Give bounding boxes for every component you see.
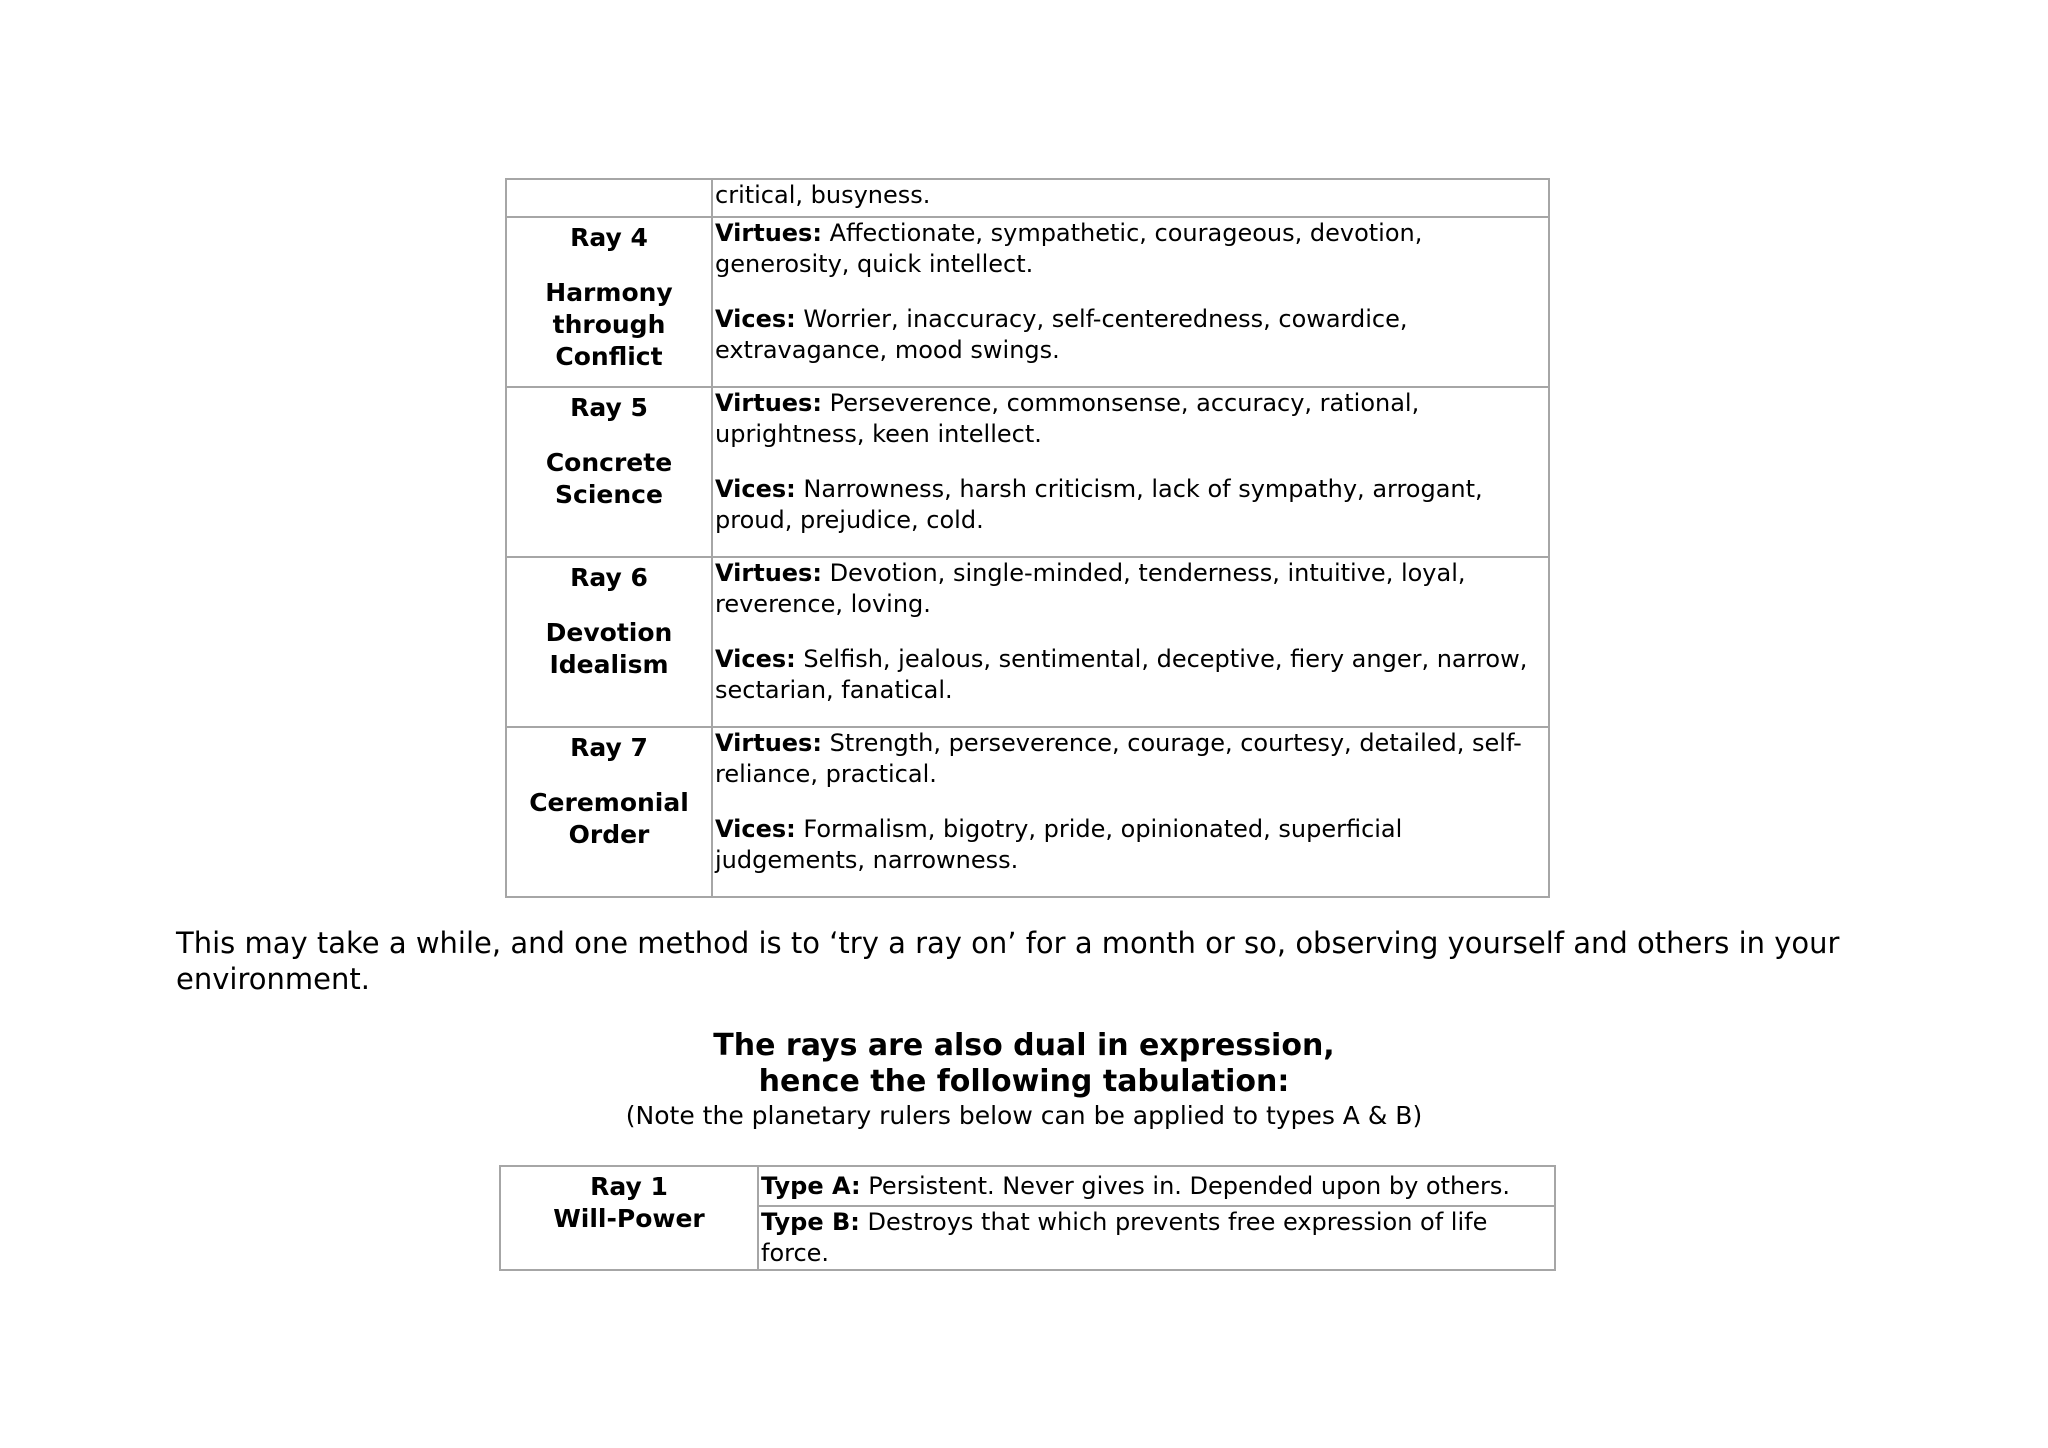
continuation-text: critical, busyness.: [712, 179, 1549, 217]
table-row: [506, 557, 1549, 727]
ray-name-line: Concrete: [545, 448, 673, 477]
ray-description-cell: [712, 217, 1549, 387]
type-a-label: Type A:: [761, 1171, 861, 1200]
heading-line-2: hence the following tabulation:: [758, 1064, 1290, 1099]
vices-label: Vices:: [715, 815, 796, 843]
vices-text: Formalism, bigotry, pride, opinionated, superficial judgements, narrowness.: [715, 815, 1403, 874]
type-b-label: Type B:: [761, 1208, 860, 1236]
vices-text: Narrowness, harsh criticism, lack of sympathy, arrogant, proud, prejudice, cold.: [715, 475, 1483, 534]
vices-paragraph: [715, 474, 1546, 536]
ray-name-line: Ceremonial: [529, 788, 689, 817]
ray-name-cell: [506, 387, 712, 557]
ray-types-table: [499, 1165, 1556, 1271]
table-row: [506, 217, 1549, 387]
type-a-text: Persistent. Never gives in. Depended upon by others.: [868, 1171, 1510, 1200]
virtues-text: Affectionate, sympathetic, courageous, devotion, generosity, quick intellect.: [715, 219, 1423, 278]
table-row: [506, 727, 1549, 897]
vices-text: Selfish, jealous, sentimental, deceptive, fiery anger, narrow, sectarian, fanatical.: [715, 645, 1528, 704]
virtues-label: Virtues:: [715, 559, 822, 587]
ray-name-line: Harmony: [545, 278, 673, 307]
ray-name-line: Order: [568, 820, 650, 849]
ray-description-cell: [712, 727, 1549, 897]
continuation-row: [506, 179, 1549, 217]
ray-number: Ray 6: [570, 563, 648, 592]
heading-line-1: The rays are also dual in expression,: [713, 1028, 1335, 1063]
ray-name-line: Idealism: [549, 650, 669, 679]
ray-description-cell: [712, 387, 1549, 557]
virtues-label: Virtues:: [715, 729, 822, 757]
virtues-paragraph: [715, 388, 1546, 450]
ray-name-cell: [500, 1166, 758, 1270]
ray-name-cell: [506, 557, 712, 727]
ray-name-line: Will-Power: [553, 1204, 705, 1233]
empty-name-cell: [506, 179, 712, 217]
vices-label: Vices:: [715, 475, 796, 503]
ray-name-cell: [506, 727, 712, 897]
ray-number: Ray 7: [570, 733, 648, 762]
vices-paragraph: [715, 814, 1546, 876]
heading-note: (Note the planetary rulers below can be applied to types A & B): [625, 1101, 1423, 1130]
section-heading: [0, 1028, 2048, 1132]
vices-paragraph: [715, 304, 1546, 366]
ray-name-line: through: [552, 310, 666, 339]
type-b-text: Destroys that which prevents free expression of life force.: [761, 1208, 1488, 1267]
virtues-paragraph: [715, 728, 1546, 790]
vices-label: Vices:: [715, 305, 796, 333]
type-b-cell: [758, 1206, 1555, 1270]
virtues-text: Devotion, single-minded, tenderness, intuitive, loyal, reverence, loving.: [715, 559, 1466, 618]
virtues-text: Strength, perseverence, courage, courtesy, detailed, self-reliance, practical.: [715, 729, 1522, 788]
virtues-label: Virtues:: [715, 389, 822, 417]
ray-virtues-vices-table: [505, 178, 1550, 898]
table-row: [500, 1166, 1555, 1206]
table-row: [506, 387, 1549, 557]
ray-name-line: Devotion: [545, 618, 673, 647]
virtues-paragraph: [715, 218, 1546, 280]
ray-name-cell: [506, 217, 712, 387]
type-a-cell: [758, 1166, 1555, 1206]
ray-name-line: Science: [555, 480, 663, 509]
virtues-text: Perseverence, commonsense, accuracy, rational, uprightness, keen intellect.: [715, 389, 1420, 448]
ray-description-cell: [712, 557, 1549, 727]
ray-number: Ray 1: [590, 1172, 668, 1201]
ray-name-line: Conflict: [555, 342, 663, 371]
virtues-paragraph: [715, 558, 1546, 620]
virtues-label: Virtues:: [715, 219, 822, 247]
vices-label: Vices:: [715, 645, 796, 673]
body-paragraph: This may take a while, and one method is to ‘try a ray on’ for a month or so, observing yourself and others in your environment.: [176, 926, 1840, 996]
vices-text: Worrier, inaccuracy, self-centeredness, cowardice, extravagance, mood swings.: [715, 305, 1408, 364]
ray-number: Ray 5: [570, 393, 648, 422]
vices-paragraph: [715, 644, 1546, 706]
ray-number: Ray 4: [570, 223, 648, 252]
